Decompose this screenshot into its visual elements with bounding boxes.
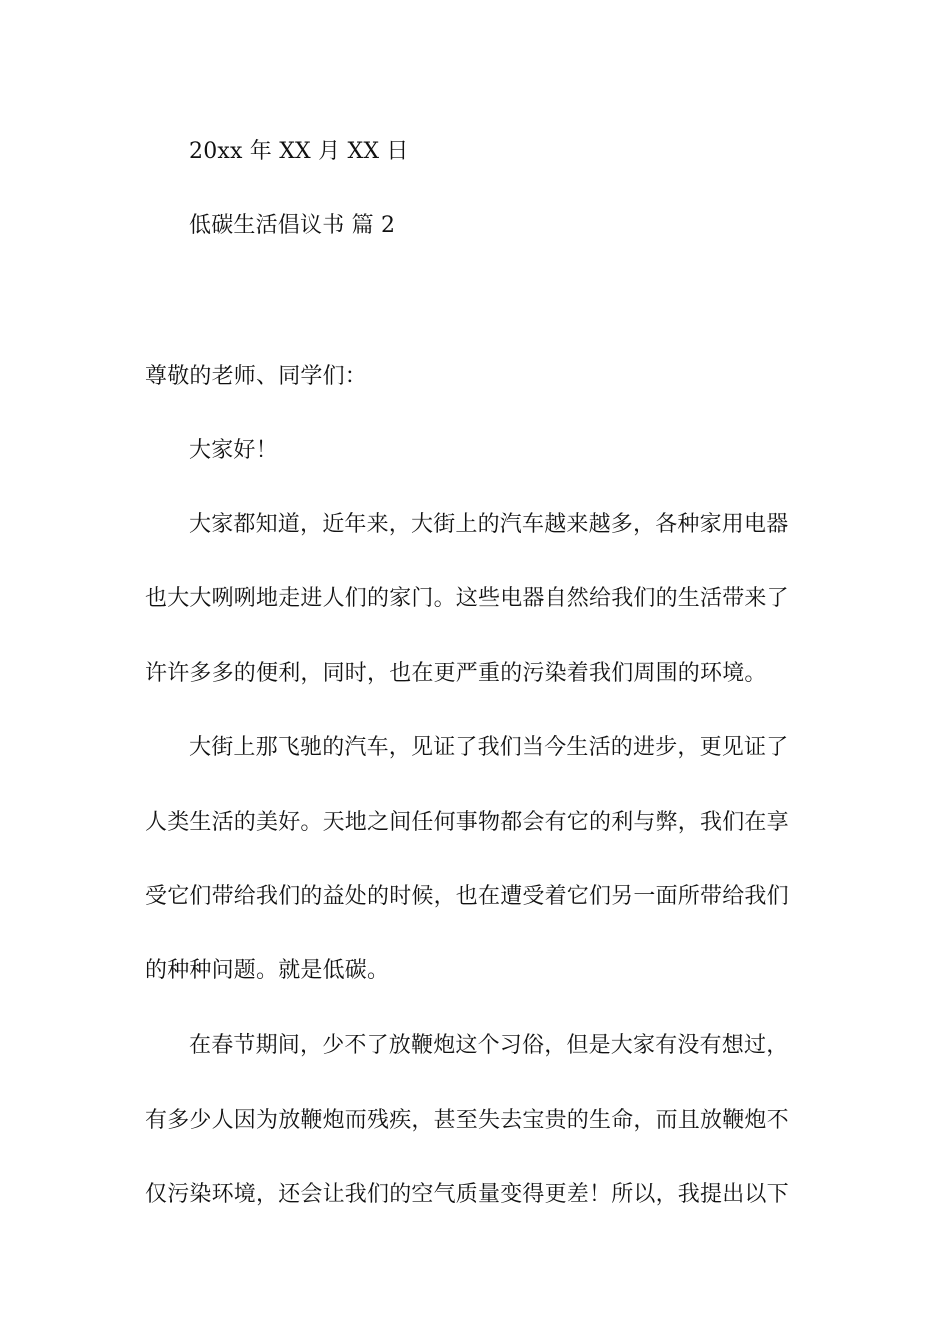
paragraph-line: 大家都知道，近年来，大街上的汽车越来越多，各种家用电器 xyxy=(189,512,789,537)
paragraph-line: 的种种问题。就是低碳。 xyxy=(145,958,390,983)
paragraph-line: 在春节期间，少不了放鞭炮这个习俗，但是大家有没有想过， xyxy=(189,1033,789,1058)
paragraph-line: 大街上那飞驰的汽车，见证了我们当今生活的进步，更见证了 xyxy=(189,735,789,760)
paragraph-line: 许许多多的便利，同时，也在更严重的污染着我们周围的环境。 xyxy=(145,661,767,686)
paragraph-line: 受它们带给我们的益处的时候，也在遭受着它们另一面所带给我们 xyxy=(145,884,789,909)
greeting: 大家好！ xyxy=(189,438,278,463)
paragraph-line: 人类生活的美好。天地之间任何事物都会有它的利与弊，我们在享 xyxy=(145,810,789,835)
paragraph-line: 有多少人因为放鞭炮而残疾，甚至失去宝贵的生命，而且放鞭炮不 xyxy=(145,1108,789,1133)
paragraph-line: 仅污染环境，还会让我们的空气质量变得更差！所以，我提出以下 xyxy=(145,1182,789,1207)
salutation: 尊敬的老师、同学们： xyxy=(145,364,368,389)
document-date: 20xx 年 XX 月 XX 日 xyxy=(189,139,409,164)
document-title: 低碳生活倡议书 篇 2 xyxy=(189,213,396,238)
paragraph-line: 也大大咧咧地走进人们的家门。这些电器自然给我们的生活带来了 xyxy=(145,586,789,611)
